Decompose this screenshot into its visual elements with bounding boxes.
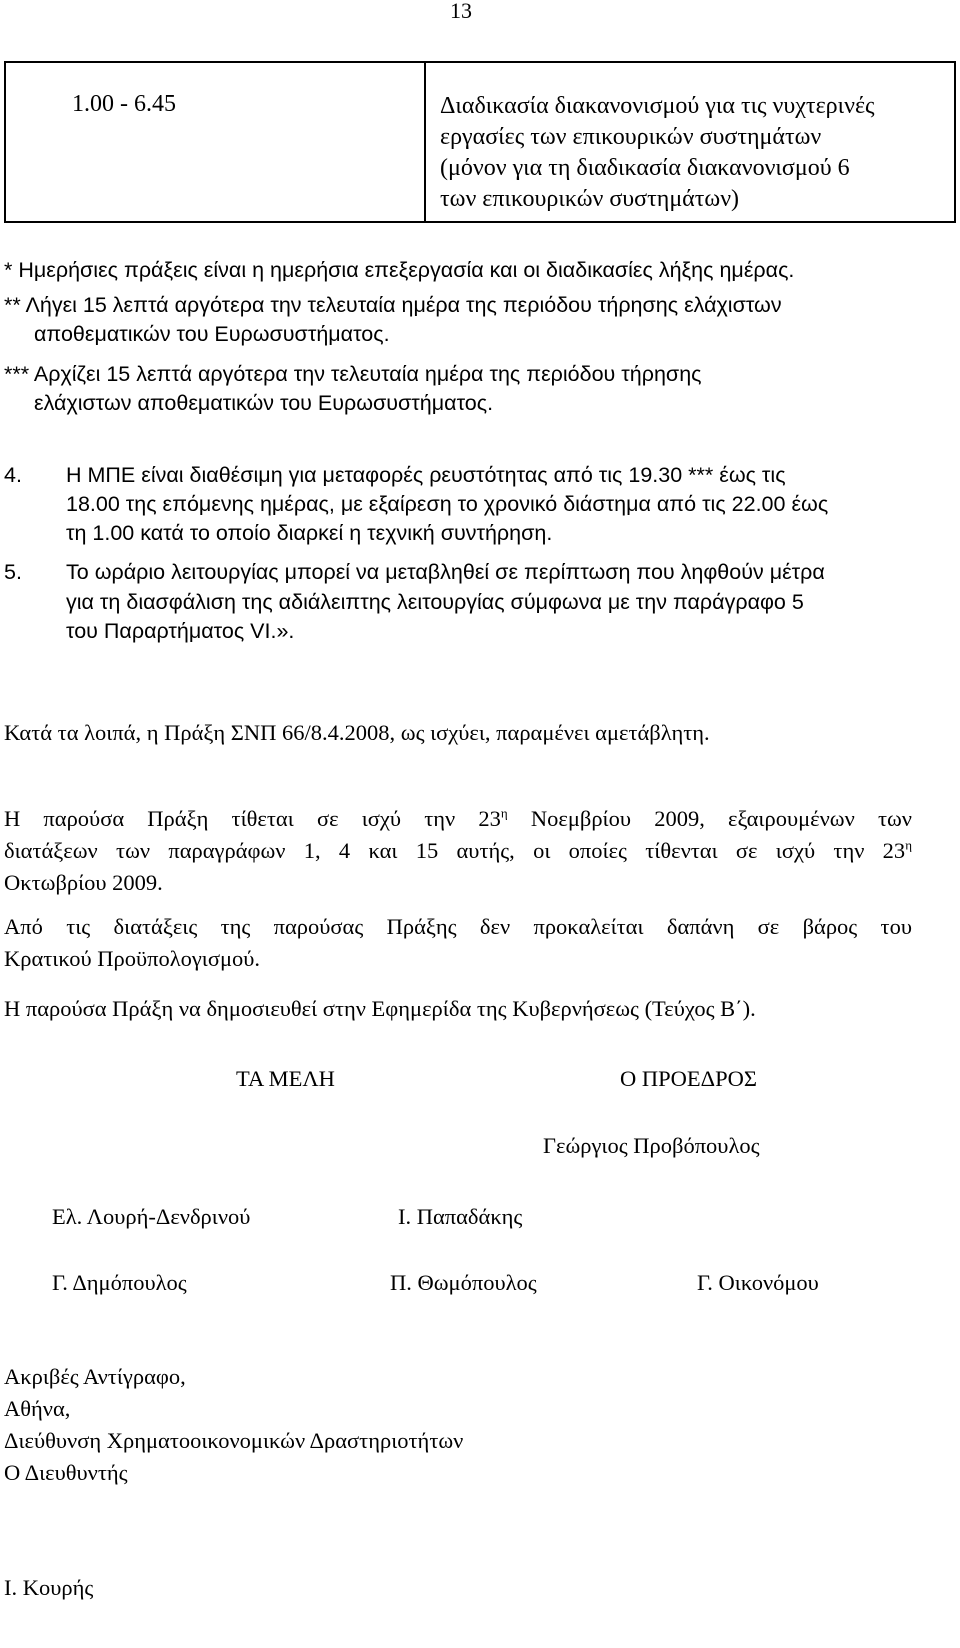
- members-heading: ΤΑ ΜΕΛΗ: [236, 1066, 335, 1091]
- budget-line: Κρατικού Προϋπολογισμού.: [4, 946, 261, 971]
- certification-line: Αθήνα,: [4, 1396, 71, 1421]
- footnote-double-star-cont: αποθεματικών του Ευρωσυστήματος.: [34, 322, 390, 346]
- table-divider: [424, 63, 426, 221]
- footnote-double-star: ** Λήγει 15 λεπτά αργότερα την τελευταία ημέρα της περιόδου τήρησης ελάχιστων: [4, 293, 782, 317]
- item-4-line: τη 1.00 κατά το οποίο διαρκεί η τεχνική συντήρηση.: [66, 521, 553, 545]
- certification-line: Ακριβές Αντίγραφο,: [4, 1364, 186, 1389]
- item-4-line: 18.00 της επόμενης ημέρας, με εξαίρεση το χρονικό διάστημα από τις 22.00 έως: [66, 492, 829, 516]
- footnote-triple-star-cont: ελάχιστων αποθεματικών του Ευρωσυστήματος.: [34, 391, 494, 415]
- member-name: Γ. Οικονόμου: [697, 1270, 819, 1295]
- effective-date-paragraph: [4, 803, 912, 899]
- item-5-line: του Παραρτήματος VI.».: [66, 619, 295, 643]
- member-name: Ελ. Λουρή-Δενδρινού: [52, 1204, 251, 1229]
- budget-line: Από τις διατάξεις της παρούσας Πράξης δεν προκαλείται δαπάνη σε βάρος του: [4, 914, 912, 939]
- certification-line: Διεύθυνση Χρηματοοικονομικών Δραστηριοτήτων: [4, 1428, 464, 1453]
- page-number: 13: [450, 0, 472, 23]
- item-number: 4.: [4, 463, 22, 487]
- schedule-table: [4, 61, 956, 223]
- schedule-description-line: των επικουρικών συστημάτων): [440, 186, 740, 212]
- publication-statement: Η παρούσα Πράξη να δημοσιευθεί στην Εφημερίδα της Κυβερνήσεως (Τεύχος Β΄).: [4, 996, 756, 1021]
- certification-line: Ο Διευθυντής: [4, 1460, 128, 1485]
- effect-line: διατάξεων των παραγράφων 1, 4 και 15 αυτής, οι οποίες τίθενται σε ισχύ την $23^\eta$: [4, 837, 912, 863]
- item-4-line: Η ΜΠΕ είναι διαθέσιμη για μεταφορές ρευστότητας από τις 19.30 *** έως τις: [66, 463, 786, 487]
- president-heading: Ο ΠΡΟΕΔΡΟΣ: [620, 1066, 757, 1091]
- footnote-triple-star: *** Αρχίζει 15 λεπτά αργότερα την τελευταία ημέρα της περιόδου τήρησης: [4, 362, 702, 386]
- effect-line: Η παρούσα Πράξη τίθεται σε ισχύ την $23^\eta$ Νοεμβρίου 2009, εξαιρουμένων των: [4, 805, 912, 831]
- item-5-line: Το ωράριο λειτουργίας μπορεί να μεταβληθεί σε περίπτωση που ληφθούν μέτρα: [66, 560, 825, 584]
- item-5-line: για τη διασφάλιση της αδιάλειπτης λειτουργίας σύμφωνα με την παράγραφο 5: [66, 590, 804, 614]
- member-name: Π. Θωμόπουλος: [390, 1270, 537, 1295]
- certification-signatory: Ι. Κουρής: [4, 1575, 94, 1600]
- schedule-description-line: (μόνον για τη διαδικασία διακανονισμού 6: [440, 155, 850, 181]
- footnote-single-star: * Ημερήσιες πράξεις είναι η ημερήσια επεξεργασία και οι διαδικασίες λήξης ημέρας.: [4, 258, 795, 282]
- schedule-description-line: εργασίες των επικουρικών συστημάτων: [440, 124, 822, 150]
- effect-line: Οκτωβρίου 2009.: [4, 870, 163, 895]
- budget-paragraph: [4, 911, 912, 975]
- schedule-description: [440, 91, 875, 215]
- member-name: Ι. Παπαδάκης: [398, 1204, 523, 1229]
- remaining-statement: Κατά τα λοιπά, η Πράξη ΣΝΠ 66/8.4.2008, ως ισχύει, παραμένει αμετάβλητη.: [4, 720, 710, 745]
- schedule-time: 1.00 - 6.45: [72, 91, 176, 117]
- item-number: 5.: [4, 560, 22, 584]
- schedule-description-line: Διαδικασία διακανονισμού για τις νυχτερινές: [440, 93, 875, 119]
- president-name: Γεώργιος Προβόπουλος: [543, 1133, 760, 1158]
- member-name: Γ. Δημόπουλος: [52, 1270, 187, 1295]
